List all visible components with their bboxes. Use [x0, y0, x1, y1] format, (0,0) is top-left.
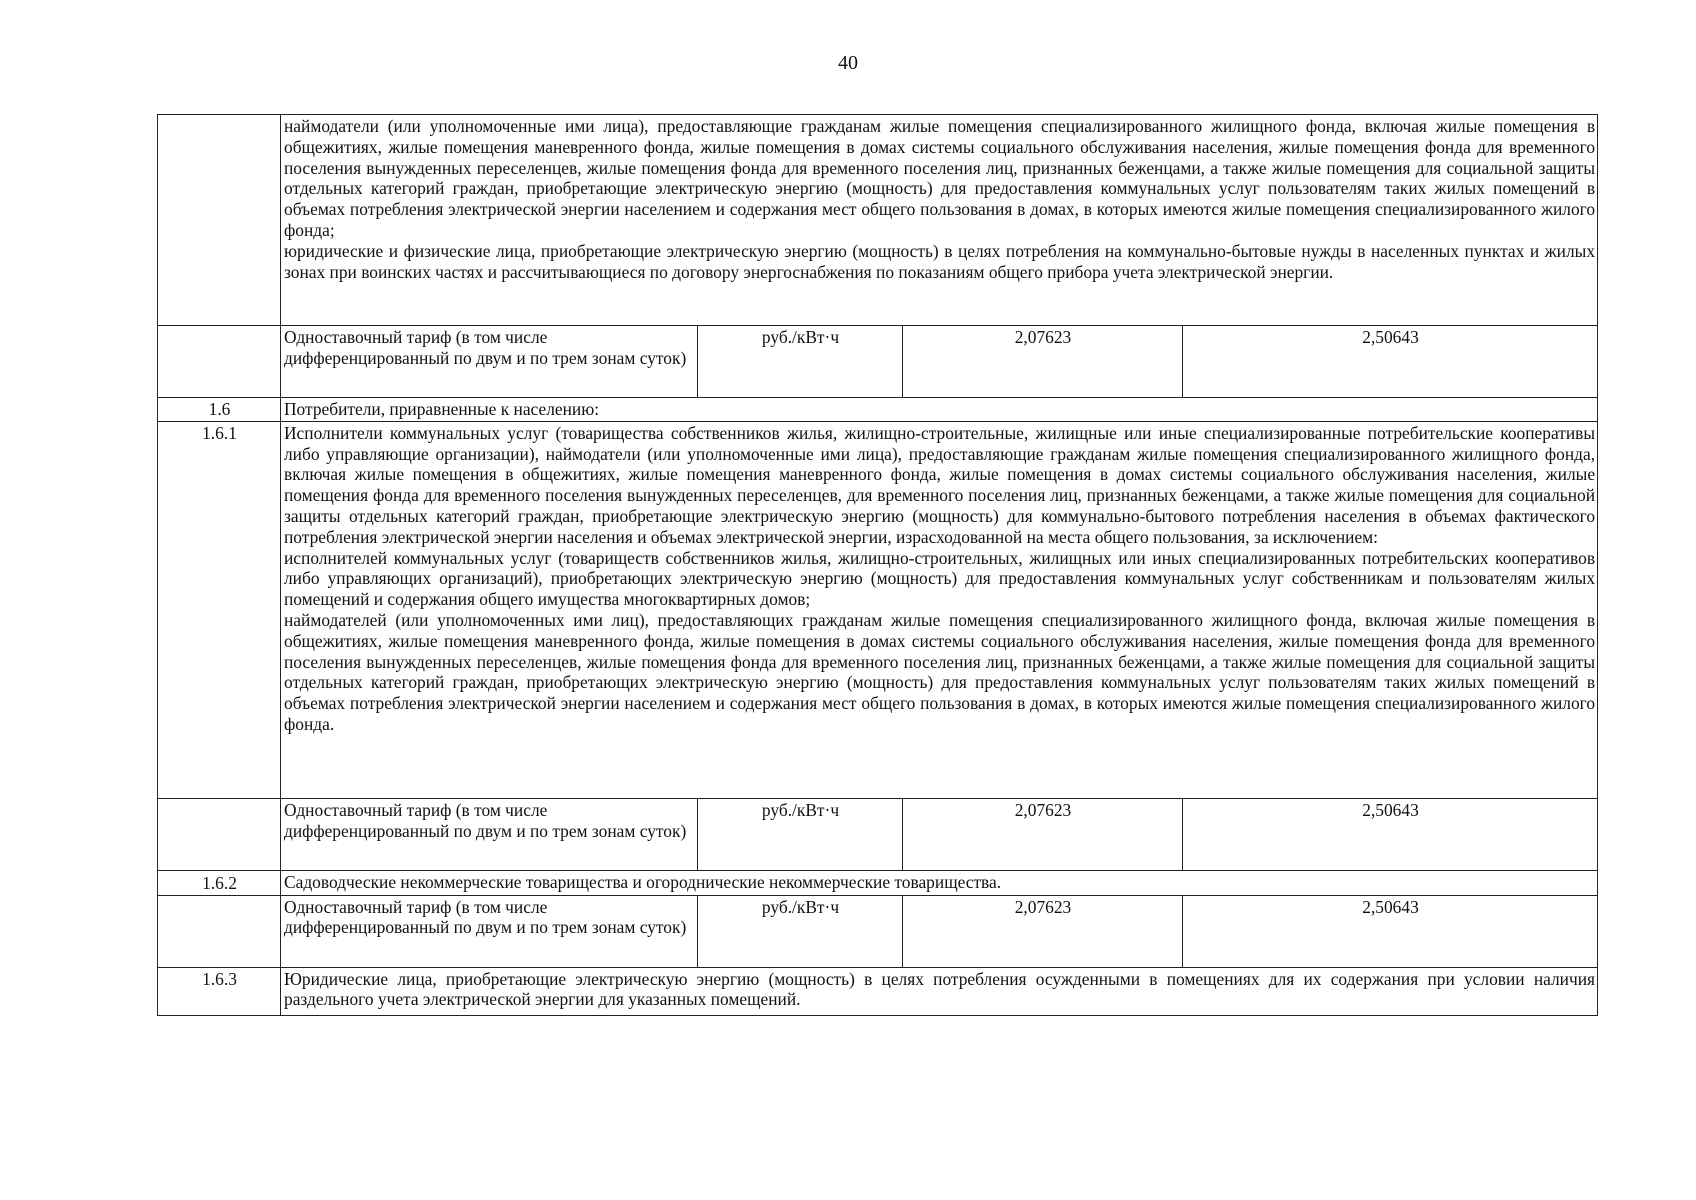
tariff-value-first-half: 2,07623: [903, 326, 1183, 398]
tariff-table: [157, 114, 1598, 1016]
row-number: 1.6.3: [158, 967, 281, 1015]
tariff-value-second-half: 2,50643: [1183, 798, 1598, 870]
row-number: [158, 115, 281, 326]
tariff-label: Одноставочный тариф (в том числе дифференцированный по двум и по трем зонам суток): [281, 798, 698, 870]
tariff-value-second-half: 2,50643: [1183, 326, 1598, 398]
row-description: Потребители, приравненные к населению:: [281, 398, 1598, 422]
tariff-row: [158, 895, 1598, 967]
row-number: [158, 895, 281, 967]
table-row: [158, 115, 1598, 326]
row-description: наймодатели (или уполномоченные ими лица), предоставляющие гражданам жилые помещения специализированного жилищного фонда, включая жилые помещения в общежитиях, жилые помещения маневренного фонда, жилые помещения в домах системы социального обслуживания населения, жилые помещения фонда для временного поселения вынужденных переселенцев, жилые помещения фонда для временного поселения лиц, признанных беженцами, а также жилые помещения для социальной защиты отдельных категорий граждан, приобретающие электрическую энергию (мощность) для предоставления коммунальных услуг пользователям таких жилых помещений в объемах потребления электрической энергии населением и содержания мест общего пользования в домах, в которых имеются жилые помещения специализированного жилого фонда; юридические и физические лица, приобретающие электрическую энергию (мощность) в целях потребления на коммунально-бытовые нужды в населенных пунктах и жилых зонах при воинских частях и рассчитывающиеся по договору энергоснабжения по показаниям общего прибора учета электрической энергии.: [281, 115, 1598, 326]
row-description: Юридические лица, приобретающие электрическую энергию (мощность) в целях потребления осужденными в помещениях для их содержания при условии наличия раздельного учета электрической энергии для указанных помещений.: [281, 967, 1598, 1015]
row-number: 1.6.1: [158, 421, 281, 798]
row-description: Исполнители коммунальных услуг (товарищества собственников жилья, жилищно-строительные, жилищные или иные специализированные потребительские кооперативы либо управляющие организации), наймодатели (или уполномоченные ими лица), предоставляющие гражданам жилые помещения специализированного жилищного фонда, включая жилые помещения в общежитиях, жилые помещения маневренного фонда, жилые помещения в домах системы социального обслуживания населения, жилые помещения фонда для временного поселения вынужденных переселенцев, для временного поселения лиц, признанных беженцами, а также жилые помещения для социальной защиты отдельных категорий граждан, приобретающие электрическую энергию (мощность) для коммунально-бытового потребления населения в объемах фактического потребления электрической энергии населения и объемах электрической энергии, израсходованной на места общего пользования, за исключением: исполнителей коммунальных услуг (товариществ собственников жилья, жилищно-строительных, жилищных или иных специализированных потребительских кооперативов либо управляющих организаций), приобретающих электрическую энергию (мощность) для предоставления коммунальных услуг собственникам и пользователям жилых помещений и содержания общего имущества многоквартирных домов; наймодателей (или уполномоченных ими лиц), предоставляющих гражданам жилые помещения специализированного жилищного фонда, включая жилые помещения в общежитиях, жилые помещения маневренного фонда, жилые помещения в домах системы социального обслуживания населения, жилые помещения фонда для временного поселения вынужденных переселенцев, жилые помещения фонда для временного поселения лиц, признанных беженцами, а также жилые помещения для социальной защиты отдельных категорий граждан, приобретающих электрическую энергию (мощность) для предоставления коммунальных услуг пользователям таких жилых помещений в объемах потребления электрической энергии населением и содержания мест общего пользования в домах, в которых имеются жилые помещения специализированного жилого фонда.: [281, 421, 1598, 798]
page-number: 40: [838, 52, 858, 74]
row-number: 1.6.2: [158, 870, 281, 895]
tariff-value-second-half: 2,50643: [1183, 895, 1598, 967]
table-row: [158, 967, 1598, 1015]
row-number: [158, 326, 281, 398]
tariff-row: [158, 798, 1598, 870]
row-number: 1.6: [158, 398, 281, 422]
table-row: [158, 421, 1598, 798]
table-row: [158, 870, 1598, 895]
tariff-value-first-half: 2,07623: [903, 798, 1183, 870]
tariff-row: [158, 326, 1598, 398]
tariff-value-first-half: 2,07623: [903, 895, 1183, 967]
tariff-unit: руб./кВт·ч: [698, 798, 903, 870]
row-number: [158, 798, 281, 870]
tariff-label: Одноставочный тариф (в том числе дифференцированный по двум и по трем зонам суток): [281, 895, 698, 967]
tariff-label: Одноставочный тариф (в том числе дифференцированный по двум и по трем зонам суток): [281, 326, 698, 398]
tariff-unit: руб./кВт·ч: [698, 895, 903, 967]
row-description: Садоводческие некоммерческие товарищества и огороднические некоммерческие товарищества.: [281, 870, 1598, 895]
table-row: [158, 398, 1598, 422]
tariff-unit: руб./кВт·ч: [698, 326, 903, 398]
